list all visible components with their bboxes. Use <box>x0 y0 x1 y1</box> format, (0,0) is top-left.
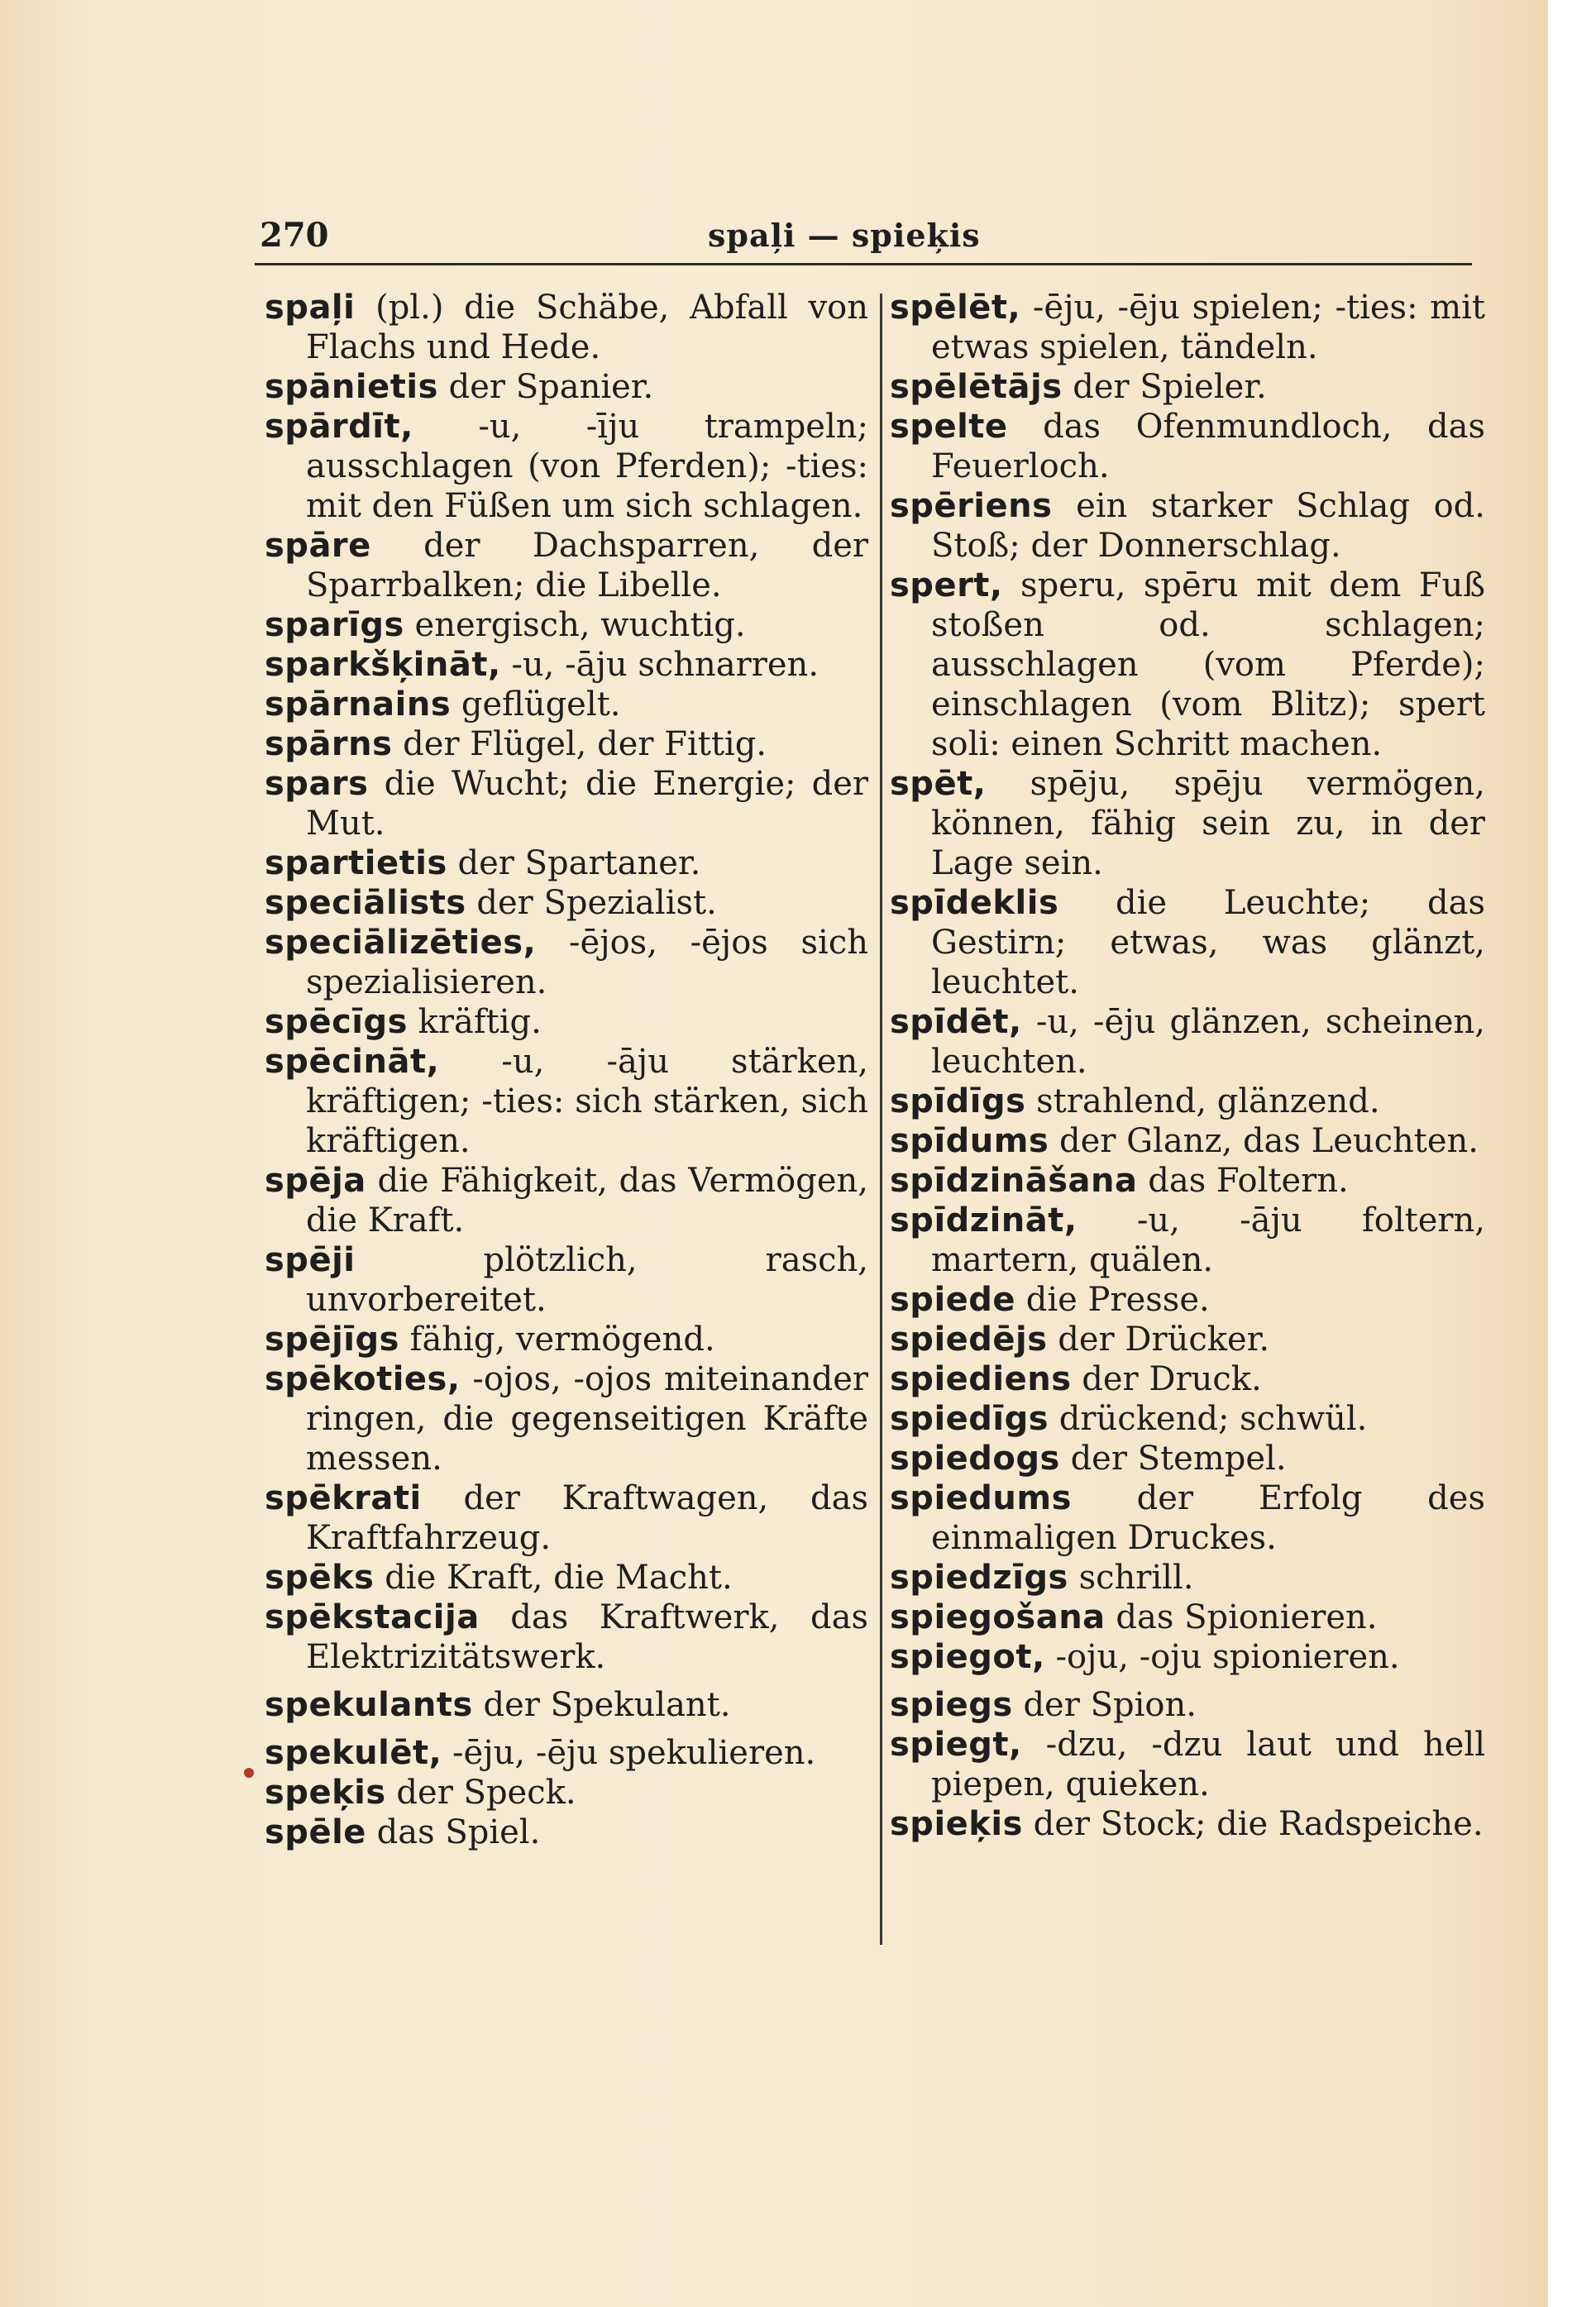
entry-definition: der Dachsparren, der Sparrbalken; die Libelle. <box>306 527 869 604</box>
entry-headword: spēt, <box>890 765 987 803</box>
entry-definition: der Stock; die Radspeiche. <box>1033 1805 1484 1843</box>
dictionary-entry <box>890 1002 1485 1082</box>
entry-headword: spīdzināšana <box>890 1162 1138 1200</box>
entry-headword: speciālizēties, <box>265 924 537 962</box>
entry-headword: spēkstacija <box>265 1598 480 1636</box>
dictionary-entry <box>890 764 1485 883</box>
dictionary-entry <box>265 764 868 843</box>
entry-definition: die Leuchte; das Gestirn; etwas, was glänzt, leuchtet. <box>931 884 1485 1001</box>
entry-definition: geflügelt. <box>461 685 621 724</box>
dictionary-entry <box>890 1201 1485 1280</box>
entry-definition: der Spekulant. <box>483 1686 731 1724</box>
dictionary-entry <box>890 1399 1485 1439</box>
entry-headword: spēkoties, <box>265 1360 461 1398</box>
entry-headword: spiedogs <box>890 1440 1060 1478</box>
entry-definition: die Wucht; die Energie; der Mut. <box>306 765 869 843</box>
entry-definition: der Glanz, das Leuchten. <box>1058 1122 1479 1160</box>
dictionary-entry <box>890 1359 1485 1399</box>
entry-headword: spēlētājs <box>890 368 1063 406</box>
entry-headword: speciālists <box>265 884 466 922</box>
entry-headword: spīdeklis <box>890 884 1059 922</box>
entry-headword: spiegošana <box>890 1598 1106 1636</box>
dictionary-entry <box>890 486 1485 566</box>
margin-bullet-mark <box>244 1768 254 1778</box>
entry-definition: spēju, spēju vermögen, können, fähig sein zu, in der Lage sein. <box>931 765 1485 882</box>
entry-headword: spārdīt, <box>265 408 413 446</box>
entry-definition: -u, -āju stärken, kräftigen; -ties: sich stärken, sich kräftigen. <box>306 1043 869 1160</box>
entry-headword: spējīgs <box>265 1321 399 1359</box>
entry-definition: der Flügel, der Fittig. <box>403 725 767 763</box>
entry-definition: -u, -īju trampeln; ausschlagen (von Pferden); -ties: mit den Füßen um sich schlagen. <box>306 408 868 525</box>
entry-headword: spīdēt, <box>890 1003 1022 1041</box>
entry-definition: -ojos, -ojos miteinander ringen, die gegenseitigen Kräfte messen. <box>306 1360 868 1478</box>
entry-definition: schrill. <box>1078 1559 1194 1597</box>
entry-headword: sparkšķināt, <box>265 646 501 684</box>
entry-definition: speru, spēru mit dem Fuß stoßen od. schlagen; ausschlagen (vom Pferde); einschlagen (vom Blitz); spert soli: einen Schritt machen. <box>931 566 1486 763</box>
dictionary-entry <box>265 724 868 764</box>
dictionary-entry <box>265 407 868 526</box>
entry-definition: die Kraft, die Macht. <box>385 1559 733 1597</box>
entry-headword: spaļi <box>265 289 356 327</box>
dictionary-entry <box>890 566 1485 764</box>
entry-definition: die Presse. <box>1025 1281 1210 1319</box>
dictionary-entry <box>265 645 868 685</box>
dictionary-entry <box>265 605 868 645</box>
entry-definition: -u, -āju foltern, martern, quälen. <box>931 1201 1485 1279</box>
dictionary-entry <box>265 367 868 407</box>
entry-headword: spēji <box>265 1241 356 1279</box>
entry-headword: spīdzināt, <box>890 1201 1078 1239</box>
entry-definition: der Stempel. <box>1070 1440 1287 1478</box>
entry-headword: spēriens <box>890 487 1053 525</box>
entry-headword: spāre <box>265 527 371 565</box>
entry-headword: spārns <box>265 725 393 763</box>
entry-headword: spīdums <box>890 1122 1049 1160</box>
dictionary-entry <box>265 288 868 367</box>
page-edge <box>1548 0 1596 2307</box>
dictionary-entry <box>890 1598 1485 1637</box>
entry-headword: spēle <box>265 1813 366 1851</box>
dictionary-entry <box>890 1725 1485 1804</box>
entry-headword: spekulants <box>265 1686 473 1724</box>
entry-definition: das Spiel. <box>376 1813 541 1851</box>
entry-headword: spiediens <box>890 1360 1072 1398</box>
dictionary-entry <box>890 1320 1485 1359</box>
entry-headword: speķis <box>265 1774 386 1812</box>
entry-definition: der Spion. <box>1023 1686 1197 1724</box>
dictionary-entry <box>265 1042 868 1161</box>
entry-headword: spars <box>265 765 369 803</box>
dictionary-entry <box>265 1320 868 1359</box>
entry-definition: energisch, wuchtig. <box>414 606 746 644</box>
entry-definition: (pl.) die Schäbe, Abfall von Flachs und Hede. <box>306 289 868 366</box>
entry-definition: der Spanier. <box>448 368 654 406</box>
entry-headword: spēcīgs <box>265 1003 408 1041</box>
dictionary-entry <box>265 1478 868 1558</box>
entry-definition: der Speck. <box>396 1774 576 1812</box>
entry-headword: spānietis <box>265 368 438 406</box>
entry-headword: spiegt, <box>890 1726 1022 1764</box>
entry-headword: spiedīgs <box>890 1400 1049 1438</box>
entry-headword: spēks <box>265 1559 375 1597</box>
dictionary-entry <box>265 843 868 883</box>
entry-definition: das Spionieren. <box>1116 1598 1378 1636</box>
right-column <box>890 288 1485 1844</box>
dictionary-entry <box>265 1598 868 1677</box>
dictionary-entry <box>265 1773 868 1813</box>
dictionary-entry <box>265 1359 868 1478</box>
entry-definition: das Ofenmundloch, das Feuerloch. <box>931 408 1486 485</box>
dictionary-entry <box>890 1685 1485 1725</box>
page-number: 270 <box>260 216 329 255</box>
dictionary-entry <box>265 1558 868 1598</box>
entry-definition: der Spezialist. <box>476 884 717 922</box>
dictionary-entry <box>265 1240 868 1320</box>
entry-headword: spieķis <box>890 1805 1023 1843</box>
dictionary-entry <box>890 1637 1485 1677</box>
entry-definition: ein starker Schlag od. Stoß; der Donnerschlag. <box>931 487 1486 565</box>
dictionary-entry <box>890 1804 1485 1844</box>
entry-headword: spiedējs <box>890 1321 1048 1359</box>
dictionary-entry <box>890 1558 1485 1598</box>
entry-definition: das Kraftwerk, das Elektrizitätswerk. <box>306 1598 869 1676</box>
entry-definition: fähig, vermögend. <box>409 1321 715 1359</box>
entry-definition: der Spieler. <box>1073 368 1267 406</box>
dictionary-entry <box>265 1002 868 1042</box>
entry-definition: drückend; schwül. <box>1058 1400 1368 1438</box>
entry-headword: spēja <box>265 1162 366 1200</box>
dictionary-entry <box>890 1161 1485 1201</box>
left-column <box>265 288 868 1852</box>
entry-headword: spīdīgs <box>890 1082 1026 1120</box>
entry-headword: spiede <box>890 1281 1016 1319</box>
entry-definition: das Foltern. <box>1148 1162 1349 1200</box>
dictionary-entry <box>890 288 1485 367</box>
dictionary-entry <box>265 883 868 923</box>
entry-definition: der Erfolg des einmaligen Druckes. <box>931 1479 1485 1557</box>
entry-definition: der Kraftwagen, das Kraftfahrzeug. <box>306 1479 868 1557</box>
entry-definition: -oju, -oju spionieren. <box>1055 1638 1400 1676</box>
entry-definition: -ēju, -ēju spekulieren. <box>452 1734 816 1772</box>
entry-definition: der Drücker. <box>1058 1321 1270 1359</box>
dictionary-entry <box>265 1161 868 1240</box>
entry-headword: spelte <box>890 408 1008 446</box>
dictionary-entry <box>890 1082 1485 1121</box>
dictionary-entry <box>265 685 868 724</box>
entry-headword: spārnains <box>265 685 452 724</box>
entry-definition: strahlend, glänzend. <box>1036 1082 1380 1120</box>
entry-definition: der Druck. <box>1082 1360 1262 1398</box>
page-header <box>255 213 1472 265</box>
dictionary-entry <box>265 923 868 1002</box>
dictionary-entry <box>265 526 868 605</box>
entry-headword: spēcināt, <box>265 1043 440 1081</box>
entry-definition: plötzlich, rasch, unvorbereitet. <box>306 1241 868 1319</box>
entry-definition: der Spartaner. <box>457 844 701 882</box>
entry-headword: spēlēt, <box>890 289 1021 327</box>
entry-headword: spiedums <box>890 1479 1072 1517</box>
dictionary-entry <box>890 1439 1485 1478</box>
entry-headword: spartietis <box>265 844 447 882</box>
dictionary-entry <box>890 1121 1485 1161</box>
dictionary-entry <box>265 1685 868 1725</box>
entry-definition: kräftig. <box>418 1003 542 1041</box>
entry-definition: die Fähigkeit, das Vermögen, die Kraft. <box>306 1162 868 1239</box>
dictionary-entry <box>890 1478 1485 1558</box>
entry-definition: -u, -ēju glänzen, scheinen, leuchten. <box>931 1003 1485 1081</box>
dictionary-entry <box>890 883 1485 1002</box>
entry-definition: -dzu, -dzu laut und hell piepen, quieken. <box>931 1726 1485 1803</box>
entry-definition: -ējos, -ējos sich spezialisieren. <box>306 924 869 1001</box>
column-divider <box>880 294 882 1945</box>
entry-definition: -u, -āju schnarren. <box>511 646 820 684</box>
dictionary-entry <box>890 407 1485 486</box>
entry-headword: spiegot, <box>890 1638 1045 1676</box>
dictionary-entry <box>890 1280 1485 1320</box>
entry-headword: spekulēt, <box>265 1734 442 1772</box>
entry-headword: spert, <box>890 566 1003 604</box>
running-head: spaļi — spieķis <box>708 217 981 254</box>
entry-headword: spēkrati <box>265 1479 422 1517</box>
entry-headword: sparīgs <box>265 606 404 644</box>
dictionary-entry <box>265 1733 868 1773</box>
entry-headword: spiegs <box>890 1686 1013 1724</box>
dictionary-entry <box>890 367 1485 407</box>
entry-definition: -ēju, -ēju spielen; -ties: mit etwas spielen, tändeln. <box>931 289 1485 366</box>
entry-headword: spiedzīgs <box>890 1559 1068 1597</box>
dictionary-entry <box>265 1813 868 1852</box>
